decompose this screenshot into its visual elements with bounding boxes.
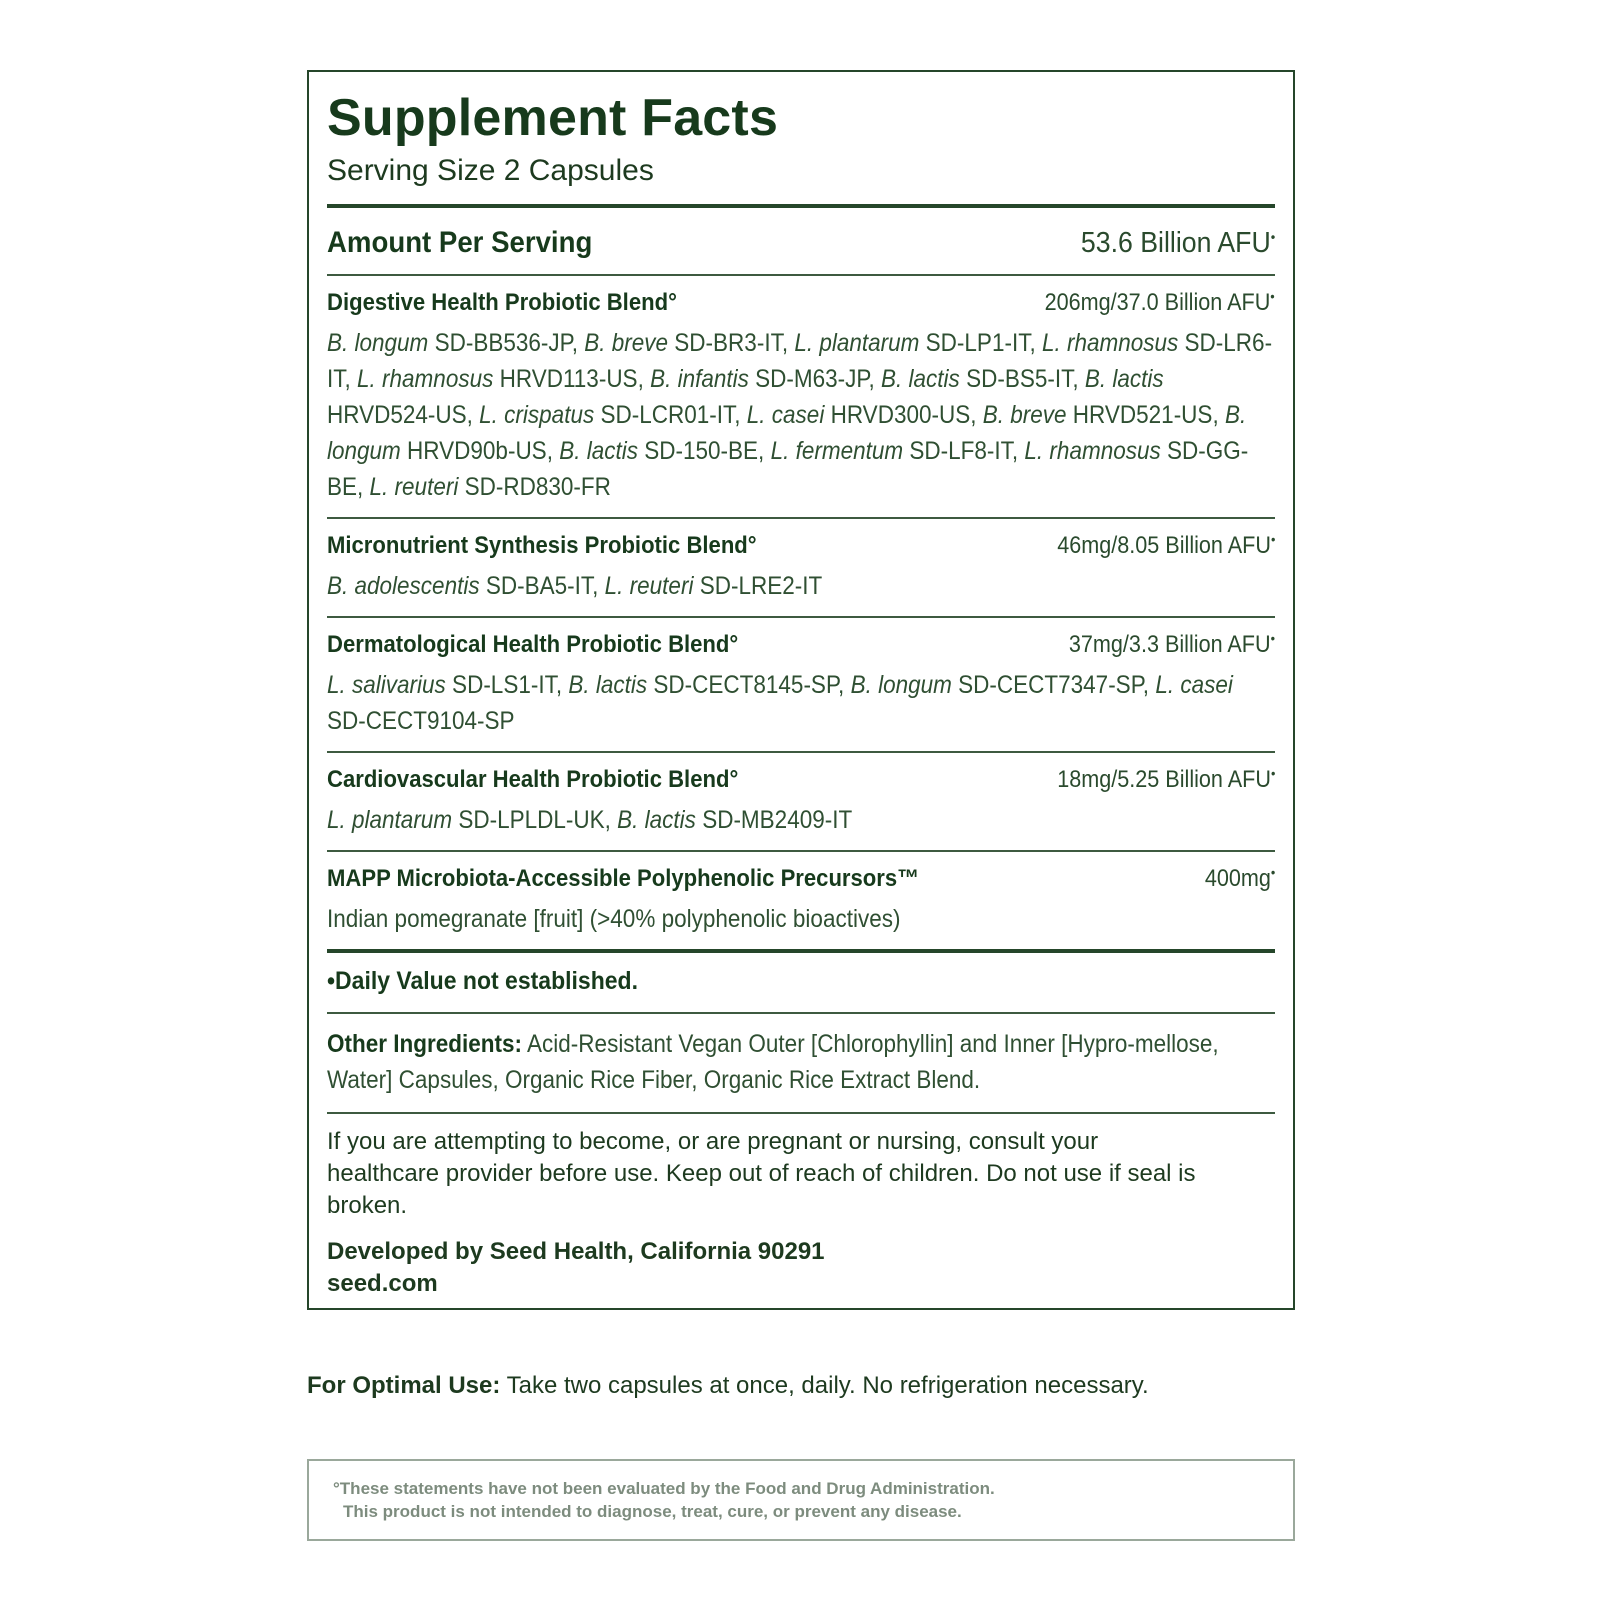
species-name: L. fermentum [770, 437, 904, 465]
other-ingredients-text: Acid-Resistant Vegan Outer [Chlorophyllin] and Inner [Hypro-mellose, Water] Capsules, Organic Rice Fiber, Organic Rice Extract Blend. [327, 1030, 1219, 1094]
strain-code: SD-BS5-IT [966, 365, 1073, 393]
species-name: B. longum [327, 401, 1247, 465]
species-name: B. lactis [559, 437, 638, 465]
species-name: B. lactis [568, 671, 648, 699]
strain-code: HRVD113-US [499, 365, 638, 393]
strain-code: HRVD300-US [830, 401, 971, 429]
strain-code: SD-CECT8145-SP [653, 671, 839, 699]
strain-code: SD-LCR01-IT [600, 401, 735, 429]
amount-per-serving-label: Amount Per Serving [327, 226, 593, 259]
blend-row [327, 519, 1275, 616]
strain-code: SD-M63-JP [755, 365, 869, 393]
disclaimer-line-2: This product is not intended to diagnose, treat, cure, or prevent any disease. [343, 1502, 962, 1521]
strain-code: SD-LS1-IT [452, 671, 556, 699]
strain-code: HRVD521-US [1072, 401, 1213, 429]
blend-header [327, 765, 1275, 794]
blend-amount: 46mg/8.05 Billion AFU• [1056, 531, 1275, 559]
amount-per-serving-value: 53.6 Billion AFU• [1080, 227, 1275, 259]
strain-code: SD-LF8-IT [909, 437, 1012, 465]
warning-text: If you are attempting to become, or are pregnant or nursing, consult your healthcare provider before use. Keep out of reach of children. Do not use if seal is broken. [327, 1128, 1196, 1219]
strain-code: SD-150-BE [644, 437, 759, 465]
species-name: B. infantis [650, 365, 749, 393]
species-name: L. casei [746, 401, 825, 429]
panel-title: Supplement Facts [327, 89, 779, 147]
developer-info [327, 1236, 1275, 1300]
species-name: B. breve [584, 329, 669, 357]
strain-code: HRVD524-US [327, 401, 467, 429]
optimal-use-label: For Optimal Use: [307, 1372, 501, 1399]
disclaimer-line-1: °These statements have not been evaluated by the Food and Drug Administration. [333, 1479, 995, 1498]
blend-amount: 400mg• [1204, 864, 1275, 892]
species-name: L. rhamnosus [1041, 329, 1179, 357]
strain-code: SD-RD830-FR [464, 473, 611, 501]
species-name: L. salivarius [327, 671, 446, 699]
species-name: L. reuteri [604, 572, 694, 600]
strain-code: SD-LRE2-IT [699, 572, 823, 600]
species-name: L. plantarum [794, 329, 920, 357]
fda-disclaimer-box [307, 1459, 1295, 1541]
blend-header [327, 531, 1275, 560]
strain-code: SD-MB2409-IT [702, 806, 853, 834]
strain-code: SD-LP1-IT [925, 329, 1030, 357]
amount-per-serving-row [327, 208, 1275, 274]
strain-code: SD-LR6-IT [327, 329, 1273, 393]
strain-code: SD-BB536-JP [434, 329, 572, 357]
blend-name: Dermatological Health Probiotic Blend° [327, 631, 739, 658]
species-name: B. lactis [1084, 365, 1164, 393]
strain-code: SD-LPLDL-UK [458, 806, 605, 834]
blend-header [327, 630, 1275, 659]
species-name: B. longum [327, 329, 429, 357]
species-name: B. breve [982, 401, 1067, 429]
blend-ingredients: L. plantarum SD-LPLDL-UK, B. lactis SD-MB2409-IT [327, 806, 853, 834]
supplement-facts-panel [307, 70, 1295, 1310]
developer-line: Developed by Seed Health, California 90291 [327, 1238, 825, 1265]
blend-header [327, 288, 1275, 317]
blend-ingredients: Indian pomegranate [fruit] (>40% polyphenolic bioactives) [327, 905, 901, 933]
blend-header [327, 864, 1275, 893]
blend-name: Micronutrient Synthesis Probiotic Blend° [327, 532, 757, 559]
blend-row [327, 753, 1275, 850]
strain-code: SD-BA5-IT [485, 572, 593, 600]
strain-code: SD-GG-BE [327, 437, 1249, 501]
blend-amount: 206mg/37.0 Billion AFU• [1044, 288, 1275, 316]
strain-code: HRVD90b-US [407, 437, 547, 465]
species-name: L. plantarum [327, 806, 453, 834]
blend-row [327, 852, 1275, 949]
blend-list [327, 276, 1275, 949]
other-ingredients-label: Other Ingredients: [327, 1030, 523, 1058]
species-name: L. casei [1155, 671, 1233, 699]
daily-value-note: •Daily Value not established. [327, 967, 638, 995]
optimal-use-line [307, 1372, 1149, 1400]
website-line: seed.com [327, 1270, 438, 1297]
species-name: B. lactis [617, 806, 696, 834]
serving-size: Serving Size 2 Capsules [327, 154, 654, 187]
species-name: B. longum [850, 671, 952, 699]
blend-ingredients: B. adolescentis SD-BA5-IT, L. reuteri SD-LRE2-IT [327, 572, 823, 600]
strain-code: SD-BR3-IT [674, 329, 782, 357]
species-name: L. rhamnosus [357, 365, 494, 393]
species-name: B. lactis [881, 365, 960, 393]
optimal-use-text: Take two capsules at once, daily. No refrigeration necessary. [506, 1372, 1149, 1399]
blend-ingredients: L. salivarius SD-LS1-IT, B. lactis SD-CECT8145-SP, B. longum SD-CECT7347-SP, L. casei SD-CECT9104-SP [327, 671, 1233, 735]
species-name: B. adolescentis [327, 572, 480, 600]
blend-ingredients: B. longum SD-BB536-JP, B. breve SD-BR3-IT, L. plantarum SD-LP1-IT, L. rhamnosus SD-LR6-IT, L. rhamnosus HRVD113-US, B. infantis SD-M63-JP, B. lactis SD-BS5-IT, B. lactis HRVD524-US, L. crispatus SD-LCR01-IT, L. casei HRVD300-US, B. breve HRVD521-US, B. longum HRVD90b-US, B. lactis SD-150-BE, L. fermentum SD-LF8-IT, L. rhamnosus SD-GG-BE, L. reuteri SD-RD830-FR [327, 329, 1273, 501]
other-ingredients [327, 1014, 1274, 1112]
species-name: L. crispatus [479, 401, 595, 429]
species-name: L. rhamnosus [1024, 437, 1161, 465]
species-name: L. reuteri [369, 473, 459, 501]
blend-amount: 37mg/3.3 Billion AFU• [1068, 630, 1275, 658]
strain-code: SD-CECT9104-SP [327, 707, 515, 735]
blend-amount: 18mg/5.25 Billion AFU• [1056, 765, 1275, 793]
strain-code: SD-CECT7347-SP [958, 671, 1143, 699]
blend-row [327, 618, 1275, 751]
blend-name: Digestive Health Probiotic Blend° [327, 289, 677, 316]
blend-row [327, 276, 1275, 517]
blend-name: MAPP Microbiota-Accessible Polyphenolic Precursors™ [327, 865, 920, 892]
blend-name: Cardiovascular Health Probiotic Blend° [327, 766, 739, 793]
